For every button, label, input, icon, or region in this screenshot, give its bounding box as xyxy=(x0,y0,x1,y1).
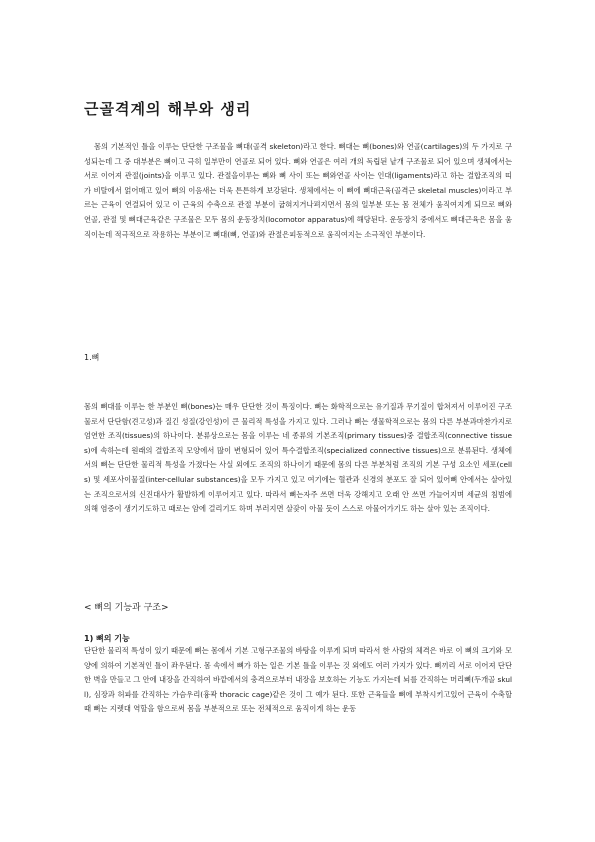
section-1-body: 몸의 뼈대를 이루는 한 부분인 뼈(bones)는 매우 단단한 것이 특징이다. 뼈는 화학적으로는 유기질과 무기질이 합쳐져서 이루어진 구조물로서 단단함(견고성)과 질긴 성질(강인성)이 큰 물리적 특성을 가지고 있다. 그러나 뼈는 생물학적으로는 몸의 다른 부분과마찬가지로 엄연한 조직(tissues)의 하나이다. 분류상으로는 몸을 이루는 네 종류의 기본조직(primary tissues)중 결합조직(connective tissues)에 속하는데 원래의 결합조직 모양에서 많이 변형되어 있어 특수결합조직(specialized connective tissues)으로 분류된다. 생체에서의 뼈는 단단한 물리적 특성을 가졌다는 사실 외에도 조직의 하나이기 때문에 몸의 다른 부분처럼 조직의 기본 구성 요소인 세포(cells) 및 세포사이물질(inter-cellular substances)을 모두 가지고 있고 여기에는 혈관과 신경의 분포도 잘 되어 있어뼈 안에서는 살아있는 조직으로서의 신진대사가 활발하게 이루어지고 있다. 따라서 뼈는자주 쓰면 더욱 강해지고 오래 안 쓰면 가늘어지며 세균의 침범에 의해 염증이 생기기도하고 때로는 암에 걸리기도 하며 부러지면 살갗이 아물 듯이 스스로 아물어가기도 하는 살아 있는 조직이다. xyxy=(84,402,512,514)
section-1-heading: 1.뼈 xyxy=(84,353,100,362)
sub-1-body: 단단한 물리적 특성이 있기 때문에 뼈는 몸에서 기본 고형구조물의 바탕을 이루게 되며 따라서 한 사람의 체격은 바로 이 뼈의 크기와 모양에 의하여 기본적인 틀이 좌우된다. 몸 속에서 뼈가 하는 일은 기본 틀을 이루는 것 외에도 여러 가지가 있다. 뼈끼리 서로 이어져 단단한 벽을 만들고 그 안에 내장을 간직하여 바깥에서의 충격으로부터 내장을 보호하는 기능도 가지는데 뇌를 간직하는 머리뼈(두개골 skull), 심장과 허파를 간직하는 가슴우리(흉곽 thoracic cage)같은 것이 그 예가 된다. 또한 근육들을 뼈에 부착시키고있어 근육이 수축할 때 뼈는 지렛대 역할을 함으로써 몸을 부분적으로 또는 전체적으로 움직이게 하는 운동 xyxy=(84,646,512,714)
sub-1-heading: 1) 뼈의 기능 xyxy=(84,634,130,643)
subsection-heading: < 뼈의 기능과 구조> xyxy=(84,603,169,613)
document-title: 근골격계의 해부와 생리 xyxy=(84,100,252,118)
intro-paragraph: 몸의 기본적인 틀을 이루는 단단한 구조물을 뼈대(골격 skeleton)라고 한다. 뼈대는 뼈(bones)와 연골(cartilages)의 두 가지로 구성되는데 그 중 대부분은 뼈이고 극히 일부만이 연골로 되어 있다. 뼈와 연골은 여러 개의 독립된 낱개 구조물로 되어 있으며 생체에서는 서로 이어져 관절(joints)을 이루고 있다. 관절을이루는 뼈와 뼈 사이 또는 뼈와연골 사이는 인대(ligaments)라고 하는 결합조직의 띠가 비탈에서 얽어매고 있어 뼈의 이음새는 더욱 튼튼하게 보강된다. 생체에서는 이 뼈에 뼈대근육(골격근 skeletal muscles)이라고 부르는 근육이 연결되어 있고 이 근육의 수축으로 관절 부분이 굽혀지거나펴지면서 몸의 일부분 또는 몸 전체가 움직여지게 되므로 뼈와 연골, 관절 및 뼈대근육같은 구조물은 모두 몸의 운동장치(locomotor apparatus)에 해당된다. 운동장치 중에서도 뼈대근육은 몸을 움직이는데 적극적으로 작용하는 부분이고 뼈대(뼈, 연골)와 관절은피동적으로 움직여지는 소극적인 부분이다. xyxy=(84,142,512,239)
